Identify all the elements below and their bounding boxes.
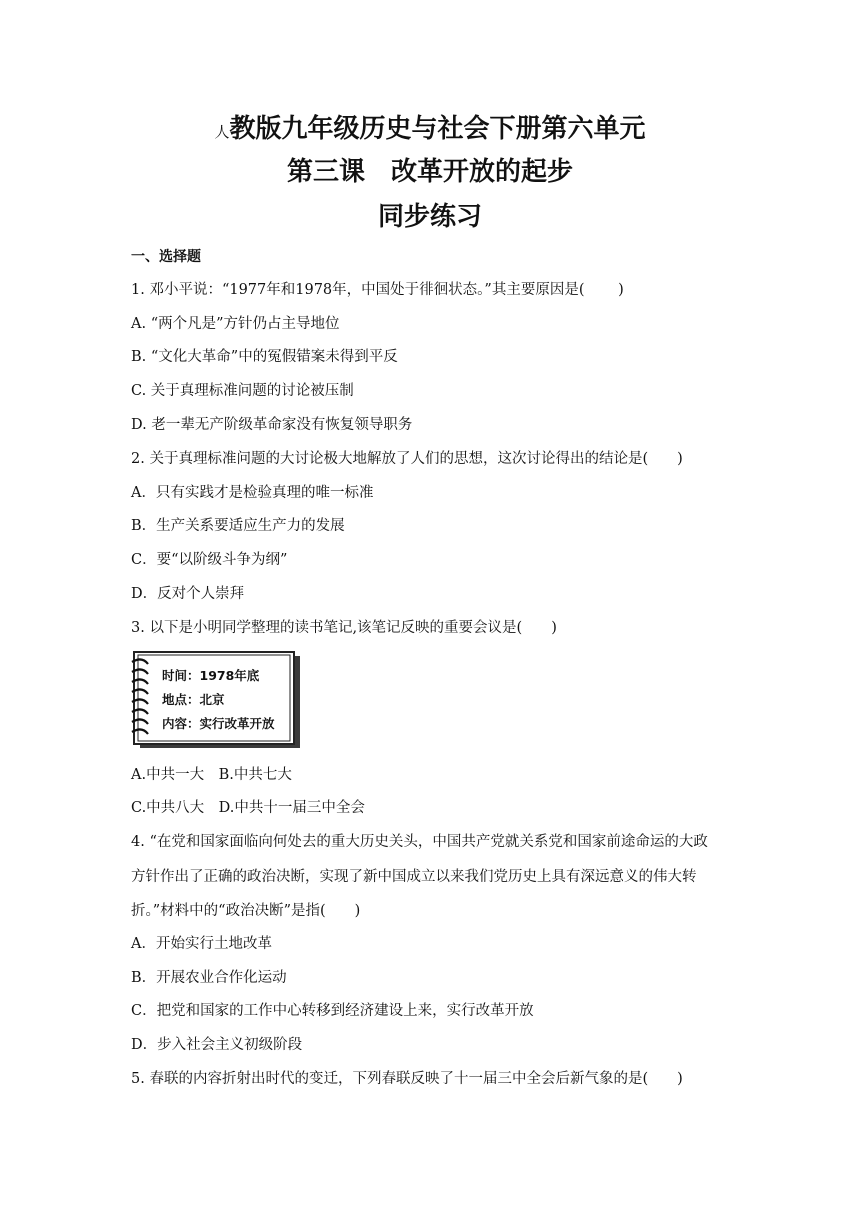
question-4-stem-line-3: 折。”材料中的“政治决断”是指( )	[131, 903, 361, 919]
question-2-option-a: A．只有实践才是检验真理的唯一标准	[131, 485, 374, 501]
question-2-stem: 2. 关于真理标准问题的大讨论极大地解放了人们的思想，这次讨论得出的结论是( )	[131, 451, 683, 467]
question-2-option-d: D．反对个人崇拜	[131, 586, 245, 602]
question-1-option-d: D. 老一辈无产阶级革命家没有恢复领导职务	[131, 417, 413, 433]
question-3-options-ab: A.中共一大 B.中共七大	[131, 767, 292, 783]
question-2-option-b: B．生产关系要适应生产力的发展	[131, 518, 345, 534]
note-place: 地点：北京	[162, 692, 225, 707]
question-3-stem: 3. 以下是小明同学整理的读书笔记,该笔记反映的重要会议是( )	[131, 620, 557, 636]
question-5-stem: 5. 春联的内容折射出时代的变迁，下列春联反映了十一届三中全会后新气象的是( )	[131, 1071, 683, 1087]
question-4-stem-line-2: 方针作出了正确的政治决断，实现了新中国成立以来我们党历史上具有深远意义的伟大转	[131, 869, 697, 885]
notebook-image	[130, 650, 302, 750]
lesson-title: 第三课 改革开放的起步	[286, 157, 573, 187]
note-time: 时间：1978年底	[162, 668, 260, 683]
question-1-option-a: A. “两个凡是”方针仍占主导地位	[131, 316, 340, 332]
title-prefix: 人	[214, 123, 230, 141]
question-3-options-cd: C.中共八大 D.中共十一届三中全会	[131, 800, 365, 816]
question-1-option-b: B. “文化大革命”中的冤假错案未得到平反	[131, 349, 398, 365]
question-2-option-c: C．要“以阶级斗争为纲”	[131, 552, 288, 568]
section-heading: 一、选择题	[131, 249, 201, 265]
question-4-option-b: B．开展农业合作化运动	[131, 970, 287, 986]
question-1-option-c: C. 关于真理标准问题的讨论被压制	[131, 383, 354, 399]
title-main: 教版九年级历史与社会下册第六单元	[229, 114, 646, 144]
document-title	[0, 112, 860, 149]
question-4-option-d: D．步入社会主义初级阶段	[131, 1037, 303, 1053]
question-4-option-a: A．开始实行土地改革	[131, 936, 272, 952]
question-4-option-c: C．把党和国家的工作中心转移到经济建设上来，实行改革开放	[131, 1003, 534, 1019]
note-content: 内容：实行改革开放	[162, 716, 275, 731]
document-subtitle: 同步练习	[377, 202, 482, 232]
question-1-stem: 1. 邓小平说：“1977年和1978年，中国处于徘徊状态。”其主要原因是( )	[131, 282, 624, 298]
question-4-stem-line-1: 4. “在党和国家面临向何处去的重大历史关头，中国共产党就关系党和国家前途命运的大政	[131, 834, 708, 850]
